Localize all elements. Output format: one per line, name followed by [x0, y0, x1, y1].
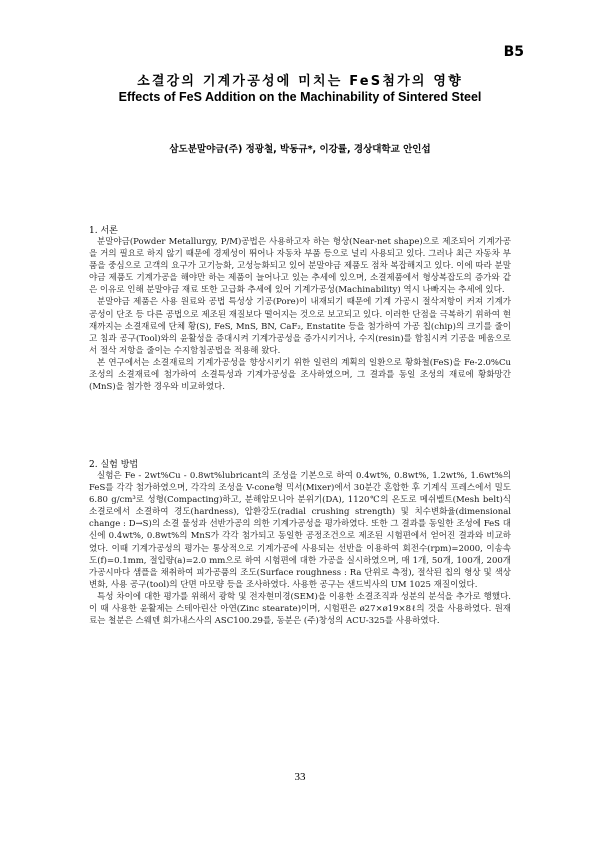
paragraph: 본 연구에서는 소결재료의 기계가공성을 향상시키기 위한 일련의 계획의 일환으로 황화철(FeS)을 Fe-2.0%Cu 조성의 소결재료에 첨가하여 소결특성과 기계가공성을 조사하였으며, 그 결과를 동일 조성의 재료에 황화망간(MnS)을 첨가한 경우와 비교하였다.	[89, 357, 511, 393]
paragraph: 특성 차이에 대한 평가를 위해서 광학 및 전자현미경(SEM)을 이용한 소결조직과 성분의 분석을 추가로 행했다. 이 때 사용한 윤활제는 스테아린산 아연(Zinc stearate)이며, 시험편은 ø27×ø19×8ℓ의 것을 사용하였다. 원재료는 철분은 스웨덴 회가내스사의 ASC100.29를, 동분은 (주)창성의 ACU-325를 사용하였다.	[89, 591, 511, 627]
section-methods-heading: 2. 실험 방법	[89, 460, 139, 470]
section-methods-body	[89, 470, 511, 627]
english-title: Effects of FeS Addition on the Machinability of Sintered Steel	[118, 90, 482, 104]
page-number: 33	[294, 771, 306, 783]
section-introduction-body	[89, 236, 511, 393]
korean-title: 소결강의 기계가공성에 미치는 FeS첨가의 영향	[137, 74, 463, 89]
section-introduction-heading: 1. 서론	[89, 226, 118, 236]
page-code: B5	[503, 44, 524, 60]
paragraph: 분말야금(Powder Metallurgy, P/M)공법은 사용하고자 하는 형상(Near-net shape)으로 제조되어 기계가공을 거의 필요로 하지 않기 때문에 경제성이 뛰어나 자동차 부품 등으로 널리 사용되고 있다. 그러나 최근 자동차 부품을 중심으로 고객의 요구가 고기능화, 고성능화되고 있어 분말야금 제품도 점차 복잡해지고 있다. 이에 따라 분말야금 제품도 기계가공을 해야만 하는 제품이 늘어나고 있는 추세에 있으며, 소결제품에서 형상복잡도의 증가와 같은 이유로 인해 분말야금 재료 또한 고급화 추세에 있어 기계가공성(Machinability) 역시 나빠지는 추세에 있다.	[89, 237, 511, 296]
author-affiliations: 삼도분말야금(주) 정광철, 박동규*, 이강률, 경상대학교 안인섭	[169, 144, 431, 155]
paragraph: 분말야금 제품은 사용 원료와 공법 특성상 기공(Pore)이 내재되기 때문에 기계 가공시 절삭저항이 커져 기계가공성이 단조 등 다른 공법으로 제조된 재질보다 떨어지는 것으로 보고되고 있다. 이러한 단점을 극복하기 위하여 현재까지는 소결재료에 단체 황(S), FeS, MnS, BN, CaF₂, Enstatite 등을 첨가하여 가공 칩(chip)의 크기를 줄이고 침과 공구(Tool)와의 윤활성을 증대시켜 기계가공성을 증가시키거나, 수지(resin)를 함침시켜 기공을 메움으로서 절삭 저항을 줄이는 수지함침공법을 적용해 왔다.	[89, 297, 511, 356]
paragraph: 실험은 Fe - 2wt%Cu - 0.8wt%lubricant의 조성을 기본으로 하여 0.4wt%, 0.8wt%, 1.2wt%, 1.6wt%의 FeS를 각각 첨가하였으며, 각각의 조성을 V-cone형 믹서(Mixer)에서 30분간 혼합한 후 기계식 프레스에서 밀도 6.80 g/cm³로 성형(Compacting)하고, 분해암모니아 분위기(DA), 1120℃의 온도로 메쉬벨트(Mesh belt)식 소결로에서 소결하여 경도(hardness), 압환강도(radial crushing strength) 및 치수변화율(dimensional change : D→S)의 소결 물성과 선반가공의 의한 기계가공성을 평가하였다. 또한 그 결과를 동일한 조성에 FeS 대신에 0.4wt%, 0.8wt%의 MnS가 각각 첨가되고 동일한 공정조건으로 제조된 시험편에서 얻어진 결과와 비교하였다. 이때 기계가공성의 평가는 통상적으로 기계가공에 사용되는 선반을 이용하여 회전수(rpm)=2000, 이송속도(f)=0.1mm, 절입량(a)=2.0 mm으로 하여 시험편에 대한 가공을 실시하였으며, 매 1개, 50개, 100개, 200개 가공시마다 샘플을 채취하여 피가공품의 조도(Surface roughness : Ra 단위로 측정), 절삭된 칩의 형상 및 색상변화, 사용 공구(tool)의 단면 마모량 등을 조사하였다. 사용한 공구는 샌드빅사의 UM 1025 재질이었다.	[89, 471, 511, 590]
